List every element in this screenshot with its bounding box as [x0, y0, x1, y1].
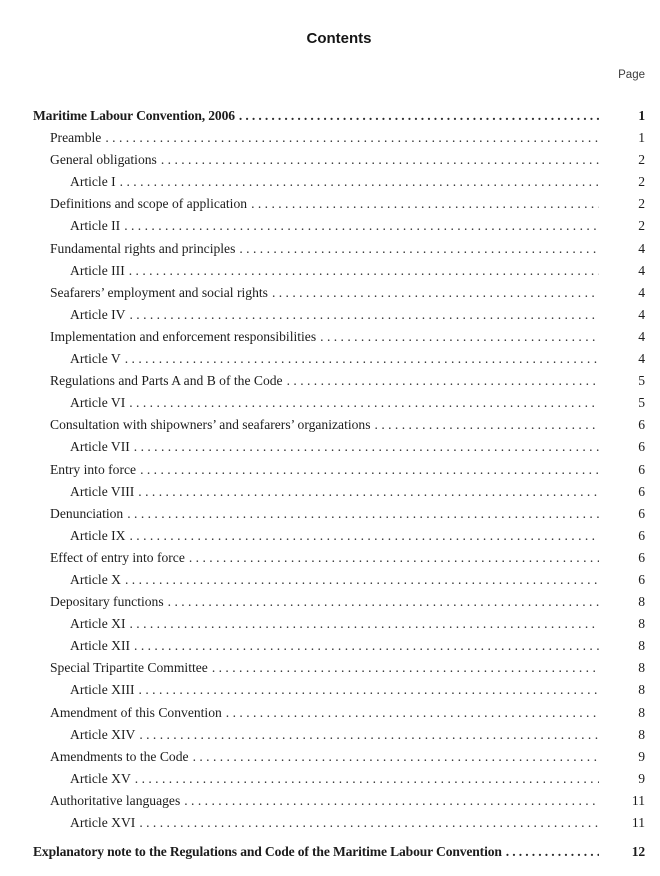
- toc-entry: [33, 171, 645, 193]
- toc-entry: [33, 304, 645, 326]
- toc-entry-page: 8: [638, 660, 645, 676]
- dot-leader: [316, 326, 599, 348]
- toc-entry: [33, 215, 645, 237]
- toc-entry-page: 4: [638, 306, 645, 322]
- toc-entry-page: 5: [638, 373, 645, 389]
- toc-entry: [33, 348, 645, 370]
- toc-entry-page: 4: [638, 351, 645, 367]
- dot-leader: [268, 282, 599, 304]
- toc-entry-label: Article XV: [70, 770, 131, 786]
- toc-entry-label: Article IX: [70, 527, 126, 543]
- toc-entry-label: Maritime Labour Convention, 2006: [33, 108, 235, 123]
- dot-leader: [189, 746, 599, 768]
- toc-entry-page: 6: [638, 571, 645, 587]
- toc-entry-page: 11: [631, 792, 645, 808]
- dot-leader: [247, 193, 599, 215]
- page-column-header: Page: [618, 69, 645, 81]
- toc-entry-label: Article XI: [70, 616, 126, 632]
- toc-entry-label: Consultation with shipowners’ and seafarers’ organizations: [50, 417, 371, 433]
- toc-entry-page: 4: [638, 284, 645, 300]
- dot-leader: [101, 127, 599, 149]
- toc-entry-page: 6: [638, 417, 645, 433]
- dot-leader: [235, 105, 599, 127]
- toc-entry-page: 9: [638, 770, 645, 786]
- toc-entry: [33, 547, 645, 569]
- dot-leader: [502, 841, 599, 863]
- dot-leader: [157, 149, 599, 171]
- dot-leader: [136, 459, 599, 481]
- toc-entry-label: Amendment of this Convention: [50, 704, 222, 720]
- toc-entry-page: 8: [638, 594, 645, 610]
- dot-leader: [125, 260, 599, 282]
- toc-list: [33, 105, 645, 863]
- toc-entry: [33, 238, 645, 260]
- toc-entry-page: 4: [638, 328, 645, 344]
- toc-entry-page: 8: [638, 682, 645, 698]
- toc-entry: [33, 260, 645, 282]
- dot-leader: [131, 768, 599, 790]
- toc-entry-page: 5: [638, 395, 645, 411]
- dot-leader: [135, 724, 599, 746]
- toc-entry: [33, 724, 645, 746]
- toc-entry: [33, 841, 645, 863]
- toc-entry-label: Article XIV: [70, 726, 136, 742]
- toc-entry-page: 6: [638, 527, 645, 543]
- toc-entry-label: Amendments to the Code: [50, 748, 189, 764]
- toc-entry-page: 2: [638, 152, 645, 168]
- toc-entry-label: Preamble: [50, 130, 102, 146]
- toc-entry: [33, 525, 645, 547]
- toc-entry: [33, 193, 645, 215]
- toc-entry-page: 2: [638, 196, 645, 212]
- dot-leader: [130, 635, 599, 657]
- toc-entry-page: 6: [638, 439, 645, 455]
- toc-entry-page: 4: [638, 240, 645, 256]
- dot-leader: [134, 481, 599, 503]
- toc-entry-label: Implementation and enforcement responsibilities: [50, 328, 317, 344]
- dot-leader: [125, 392, 599, 414]
- toc-entry-label: Article III: [70, 262, 125, 278]
- toc-entry: [33, 569, 645, 591]
- toc-entry: [33, 459, 645, 481]
- toc-entry-label: Seafarers’ employment and social rights: [50, 284, 268, 300]
- toc-entry: [33, 790, 645, 812]
- toc-entry: [33, 812, 645, 834]
- toc-entry-label: Article VI: [70, 395, 126, 411]
- toc-entry-label: Regulations and Parts A and B of the Code: [50, 373, 283, 389]
- toc-entry: [33, 127, 645, 149]
- toc-entry-page: 1: [638, 130, 645, 146]
- toc-entry-page: 6: [638, 505, 645, 521]
- toc-entry: [33, 635, 645, 657]
- toc-entry-label: Denunciation: [50, 505, 124, 521]
- toc-entry-label: Article IV: [70, 306, 126, 322]
- dot-leader: [180, 790, 599, 812]
- toc-entry: [33, 591, 645, 613]
- toc-entry-page: 8: [638, 638, 645, 654]
- toc-entry-page: 2: [638, 174, 645, 190]
- toc-entry-label: Special Tripartite Committee: [50, 660, 208, 676]
- dot-leader: [135, 812, 599, 834]
- toc-entry-label: Authoritative languages: [50, 792, 181, 808]
- toc-entry: [33, 768, 645, 790]
- toc-entry-label: Article XII: [70, 638, 131, 654]
- toc-entry-page: 6: [638, 549, 645, 565]
- toc-entry-page: 6: [638, 461, 645, 477]
- toc-entry: [33, 503, 645, 525]
- dot-leader: [235, 238, 599, 260]
- dot-leader: [123, 503, 599, 525]
- toc-entry-page: 8: [638, 616, 645, 632]
- toc-entry: [33, 702, 645, 724]
- toc-entry-label: Article II: [70, 218, 121, 234]
- toc-entry: [33, 326, 645, 348]
- dot-leader: [164, 591, 599, 613]
- toc-entry-label: Article X: [70, 571, 121, 587]
- dot-leader: [121, 348, 599, 370]
- toc-entry-page: 6: [638, 483, 645, 499]
- dot-leader: [120, 215, 599, 237]
- toc-entry: [33, 746, 645, 768]
- toc-entry-label: Article XVI: [70, 815, 136, 830]
- dot-leader: [283, 370, 599, 392]
- dot-leader: [125, 613, 599, 635]
- toc-entry-label: Article XIII: [70, 682, 135, 698]
- dot-leader: [208, 657, 599, 679]
- dot-leader: [222, 702, 599, 724]
- toc-entry-label: General obligations: [50, 152, 157, 168]
- dot-leader: [135, 679, 599, 701]
- toc-entry-label: Article VIII: [70, 483, 135, 499]
- toc-entry: [33, 414, 645, 436]
- toc-entry: [33, 657, 645, 679]
- toc-entry: [33, 392, 645, 414]
- toc-entry-page: 2: [638, 218, 645, 234]
- toc-entry-page: 8: [638, 704, 645, 720]
- dot-leader: [125, 304, 599, 326]
- dot-leader: [116, 171, 599, 193]
- toc-entry-page: 4: [638, 262, 645, 278]
- toc-entry: [33, 436, 645, 458]
- page-title: Contents: [306, 30, 372, 47]
- toc-entry-page: 11: [631, 815, 645, 830]
- toc-entry-label: Article I: [70, 174, 116, 190]
- toc-entry: [33, 282, 645, 304]
- toc-entry: [33, 105, 645, 127]
- dot-leader: [130, 436, 599, 458]
- toc-entry-label: Explanatory note to the Regulations and Code of the Maritime Labour Convention: [33, 844, 502, 860]
- dot-leader: [125, 525, 599, 547]
- toc-entry-label: Article V: [70, 351, 121, 367]
- toc-entry: [33, 370, 645, 392]
- toc-entry-label: Effect of entry into force: [50, 549, 185, 565]
- toc-entry-label: Fundamental rights and principles: [50, 240, 236, 256]
- toc-entry-label: Definitions and scope of application: [50, 196, 248, 212]
- toc-entry-label: Depositary functions: [50, 594, 164, 610]
- dot-leader: [121, 569, 599, 591]
- toc-entry-label: Article VII: [70, 439, 130, 455]
- dot-leader: [185, 547, 599, 569]
- toc-entry: [33, 679, 645, 701]
- toc-entry-page: 1: [638, 108, 645, 123]
- toc-entry: [33, 613, 645, 635]
- dot-leader: [371, 414, 599, 436]
- toc-entry-page: 12: [631, 844, 645, 860]
- toc-entry-label: Entry into force: [50, 461, 137, 477]
- toc-entry-page: 8: [638, 726, 645, 742]
- toc-entry: [33, 481, 645, 503]
- toc-entry: [33, 149, 645, 171]
- toc-entry-page: 9: [638, 748, 645, 764]
